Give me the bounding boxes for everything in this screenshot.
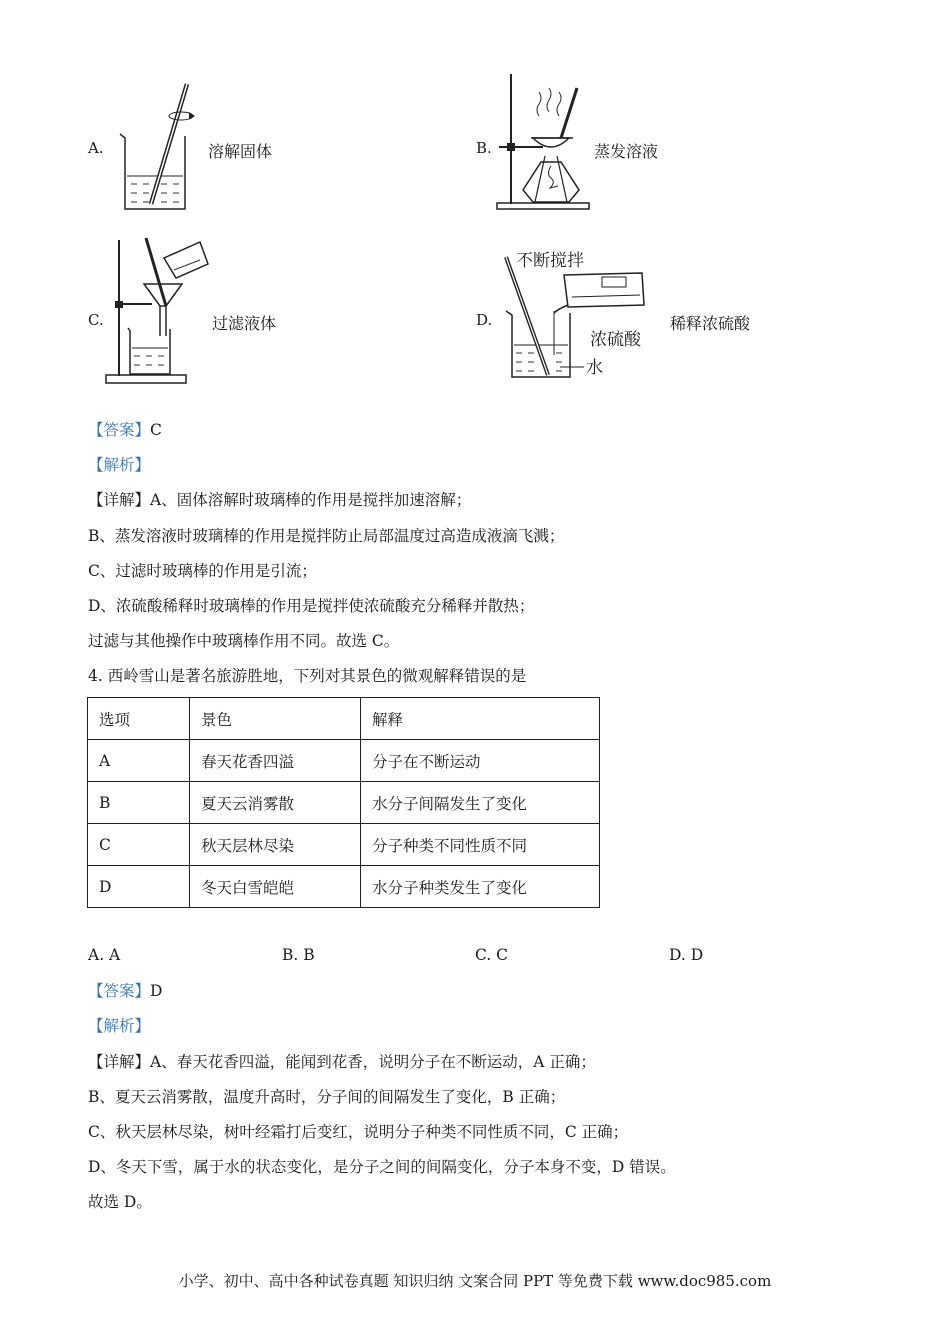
option-a-letter: A.	[88, 139, 104, 157]
q3-detail-line: D、浓硫酸稀释时玻璃棒的作用是搅拌使浓硫酸充分稀释并散热；	[88, 597, 535, 615]
table-cell: B	[88, 782, 190, 824]
page-footer: 小学、初中、高中各种试卷真题 知识归纳 文案合同 PPT 等免费下载 www.doc985.com	[178, 1272, 772, 1290]
q4-detail-line: D、冬天下雪，属于水的状态变化，是分子之间的间隔变化，分子本身不变，D 错误。	[88, 1158, 676, 1176]
choice-c: C. C	[475, 946, 509, 964]
table-cell: 水分子间隔发生了变化	[361, 782, 600, 824]
water-label: 水	[586, 358, 603, 378]
answer-tag: 【答案】	[88, 421, 151, 439]
detail-tag: 【详解】	[88, 491, 151, 509]
table-row	[88, 740, 600, 782]
q4-detail-line	[88, 1052, 596, 1072]
table-cell: 水分子种类发生了变化	[361, 866, 600, 908]
q4-detail-line: C、秋天层林尽染，树叶经霜打后变红，说明分子种类不同性质不同，C 正确；	[88, 1123, 629, 1141]
option-b-letter: B.	[476, 139, 492, 157]
table-header-cell: 景色	[190, 698, 361, 740]
table-row	[88, 824, 600, 866]
option-d-caption: 稀释浓硫酸	[670, 314, 751, 333]
q4-table	[87, 697, 600, 908]
q3-conclusion-line: 过滤与其他操作中玻璃棒作用不同。故选 C。	[88, 632, 400, 650]
q4-detail-line: B、夏天云消雾散，温度升高时，分子间的间隔发生了变化，B 正确；	[88, 1088, 566, 1106]
option-d-letter: D.	[476, 311, 493, 329]
answer-value: D	[150, 982, 163, 1000]
table-header-row	[88, 698, 600, 740]
table-header-cell: 解释	[361, 698, 600, 740]
table-cell: 春天花香四溢	[190, 740, 361, 782]
q4-stem: 4. 西岭雪山是著名旅游胜地，下列对其景色的微观解释错误的是	[88, 667, 527, 685]
evaporating-dish-icon	[495, 72, 595, 212]
q3-detail-line: B、蒸发溶液时玻璃棒的作用是搅拌防止局部温度过高造成液滴飞溅；	[88, 527, 565, 545]
dilution-beaker-icon	[498, 245, 653, 385]
answer-tag: 【答案】	[88, 982, 151, 1000]
q4-answer-line	[88, 981, 162, 1001]
q3-answer-line	[88, 420, 162, 440]
analysis-tag: 【解析】	[88, 456, 151, 474]
choice-d: D. D	[669, 946, 704, 964]
table-cell: 冬天白雪皑皑	[190, 866, 361, 908]
table-cell: D	[88, 866, 190, 908]
q4-conclusion-line: 故选 D。	[88, 1193, 152, 1211]
choice-a: A. A	[88, 946, 121, 964]
table-cell: C	[88, 824, 190, 866]
table-cell: 分子种类不同性质不同	[361, 824, 600, 866]
q3-detail-line	[88, 490, 471, 510]
acid-label: 浓硫酸	[590, 330, 641, 350]
option-c-letter: C.	[88, 311, 104, 329]
detail-tag: 【详解】	[88, 1053, 151, 1071]
table-header-cell: 选项	[88, 698, 190, 740]
table-cell: A	[88, 740, 190, 782]
table-cell: 夏天云消雾散	[190, 782, 361, 824]
option-b-caption: 蒸发溶液	[594, 142, 659, 161]
table-cell: 秋天层林尽染	[190, 824, 361, 866]
detail-text: A、春天花香四溢，能闻到花香，说明分子在不断运动，A 正确；	[150, 1053, 596, 1071]
analysis-tag: 【解析】	[88, 1017, 151, 1035]
detail-text: A、固体溶解时玻璃棒的作用是搅拌加速溶解；	[150, 491, 472, 509]
beaker-stirring-rod-icon	[115, 78, 210, 213]
table-cell: 分子在不断运动	[361, 740, 600, 782]
answer-value: C	[150, 421, 162, 439]
q3-detail-line: C、过滤时玻璃棒的作用是引流；	[88, 562, 317, 580]
option-c-caption: 过滤液体	[212, 314, 277, 333]
table-row	[88, 782, 600, 824]
table-row	[88, 866, 600, 908]
stir-label: 不断搅拌	[516, 251, 584, 271]
filtration-apparatus-icon	[104, 236, 214, 388]
option-a-caption: 溶解固体	[208, 142, 273, 161]
choice-b: B. B	[282, 946, 315, 964]
